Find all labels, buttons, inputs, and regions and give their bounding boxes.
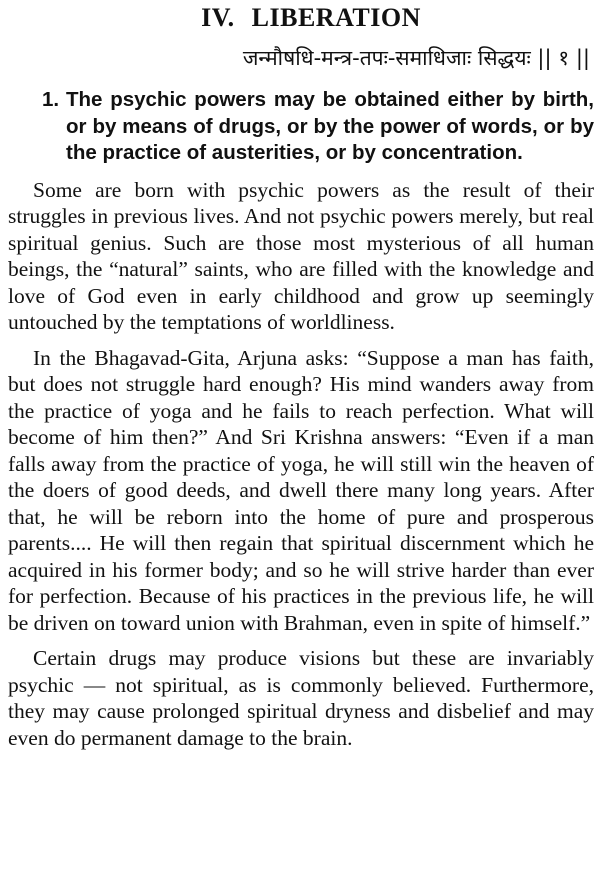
sutra-translation-text: The psychic powers may be obtained either by birth, or by means of drugs, or by the power of words, or by the practice of austerities, or by concentration.	[66, 88, 594, 164]
commentary-paragraph-3: Certain drugs may produce visions but these are invariably psychic — not spiritual, as is commonly believed. Furthermore, they may cause prolonged spiritual dryness and disbelief and may even do permanent damage to the brain.	[8, 646, 594, 750]
commentary-paragraph-2: In the Bhagavad-Gita, Arjuna asks: “Suppose a man has faith, but does not struggle hard enough? His mind wanders away from the practice of yoga and he fails to reach perfection. What will become of him then?” And Sri Krishna answers: “Even if a man falls away from the practice of yoga, he will still win the heaven of the doers of good deeds, and dwell there many long years. After that, he will be reborn into the home of pure and prosperous parents.... He will then regain that spiritual discernment which he acquired in his former body; and so he will strive harder than ever for perfection. Because of his practices in the previous life, he will be driven on toward union with Brahman, even in spite of himself.”	[8, 345, 594, 635]
sutra-number: 1.	[42, 88, 60, 111]
commentary-paragraph-1: Some are born with psychic powers as the result of their struggles in previous lives. And not psychic powers merely, but real spiritual genius. Such are those most mysterious of all human beings, the “natural” saints, who are filled with the knowledge and love of God even in early childhood and grow up seemingly untouched by the temptations of worldliness.	[8, 177, 594, 334]
sanskrit-sutra: जन्मौषधि-मन्त्र-तपः-समाधिजाः सिद्धयः || १ ||	[242, 46, 590, 70]
sutra-translation	[42, 87, 594, 167]
chapter-title: IV. LIBERATION	[201, 3, 421, 32]
book-page	[8, 0, 594, 882]
